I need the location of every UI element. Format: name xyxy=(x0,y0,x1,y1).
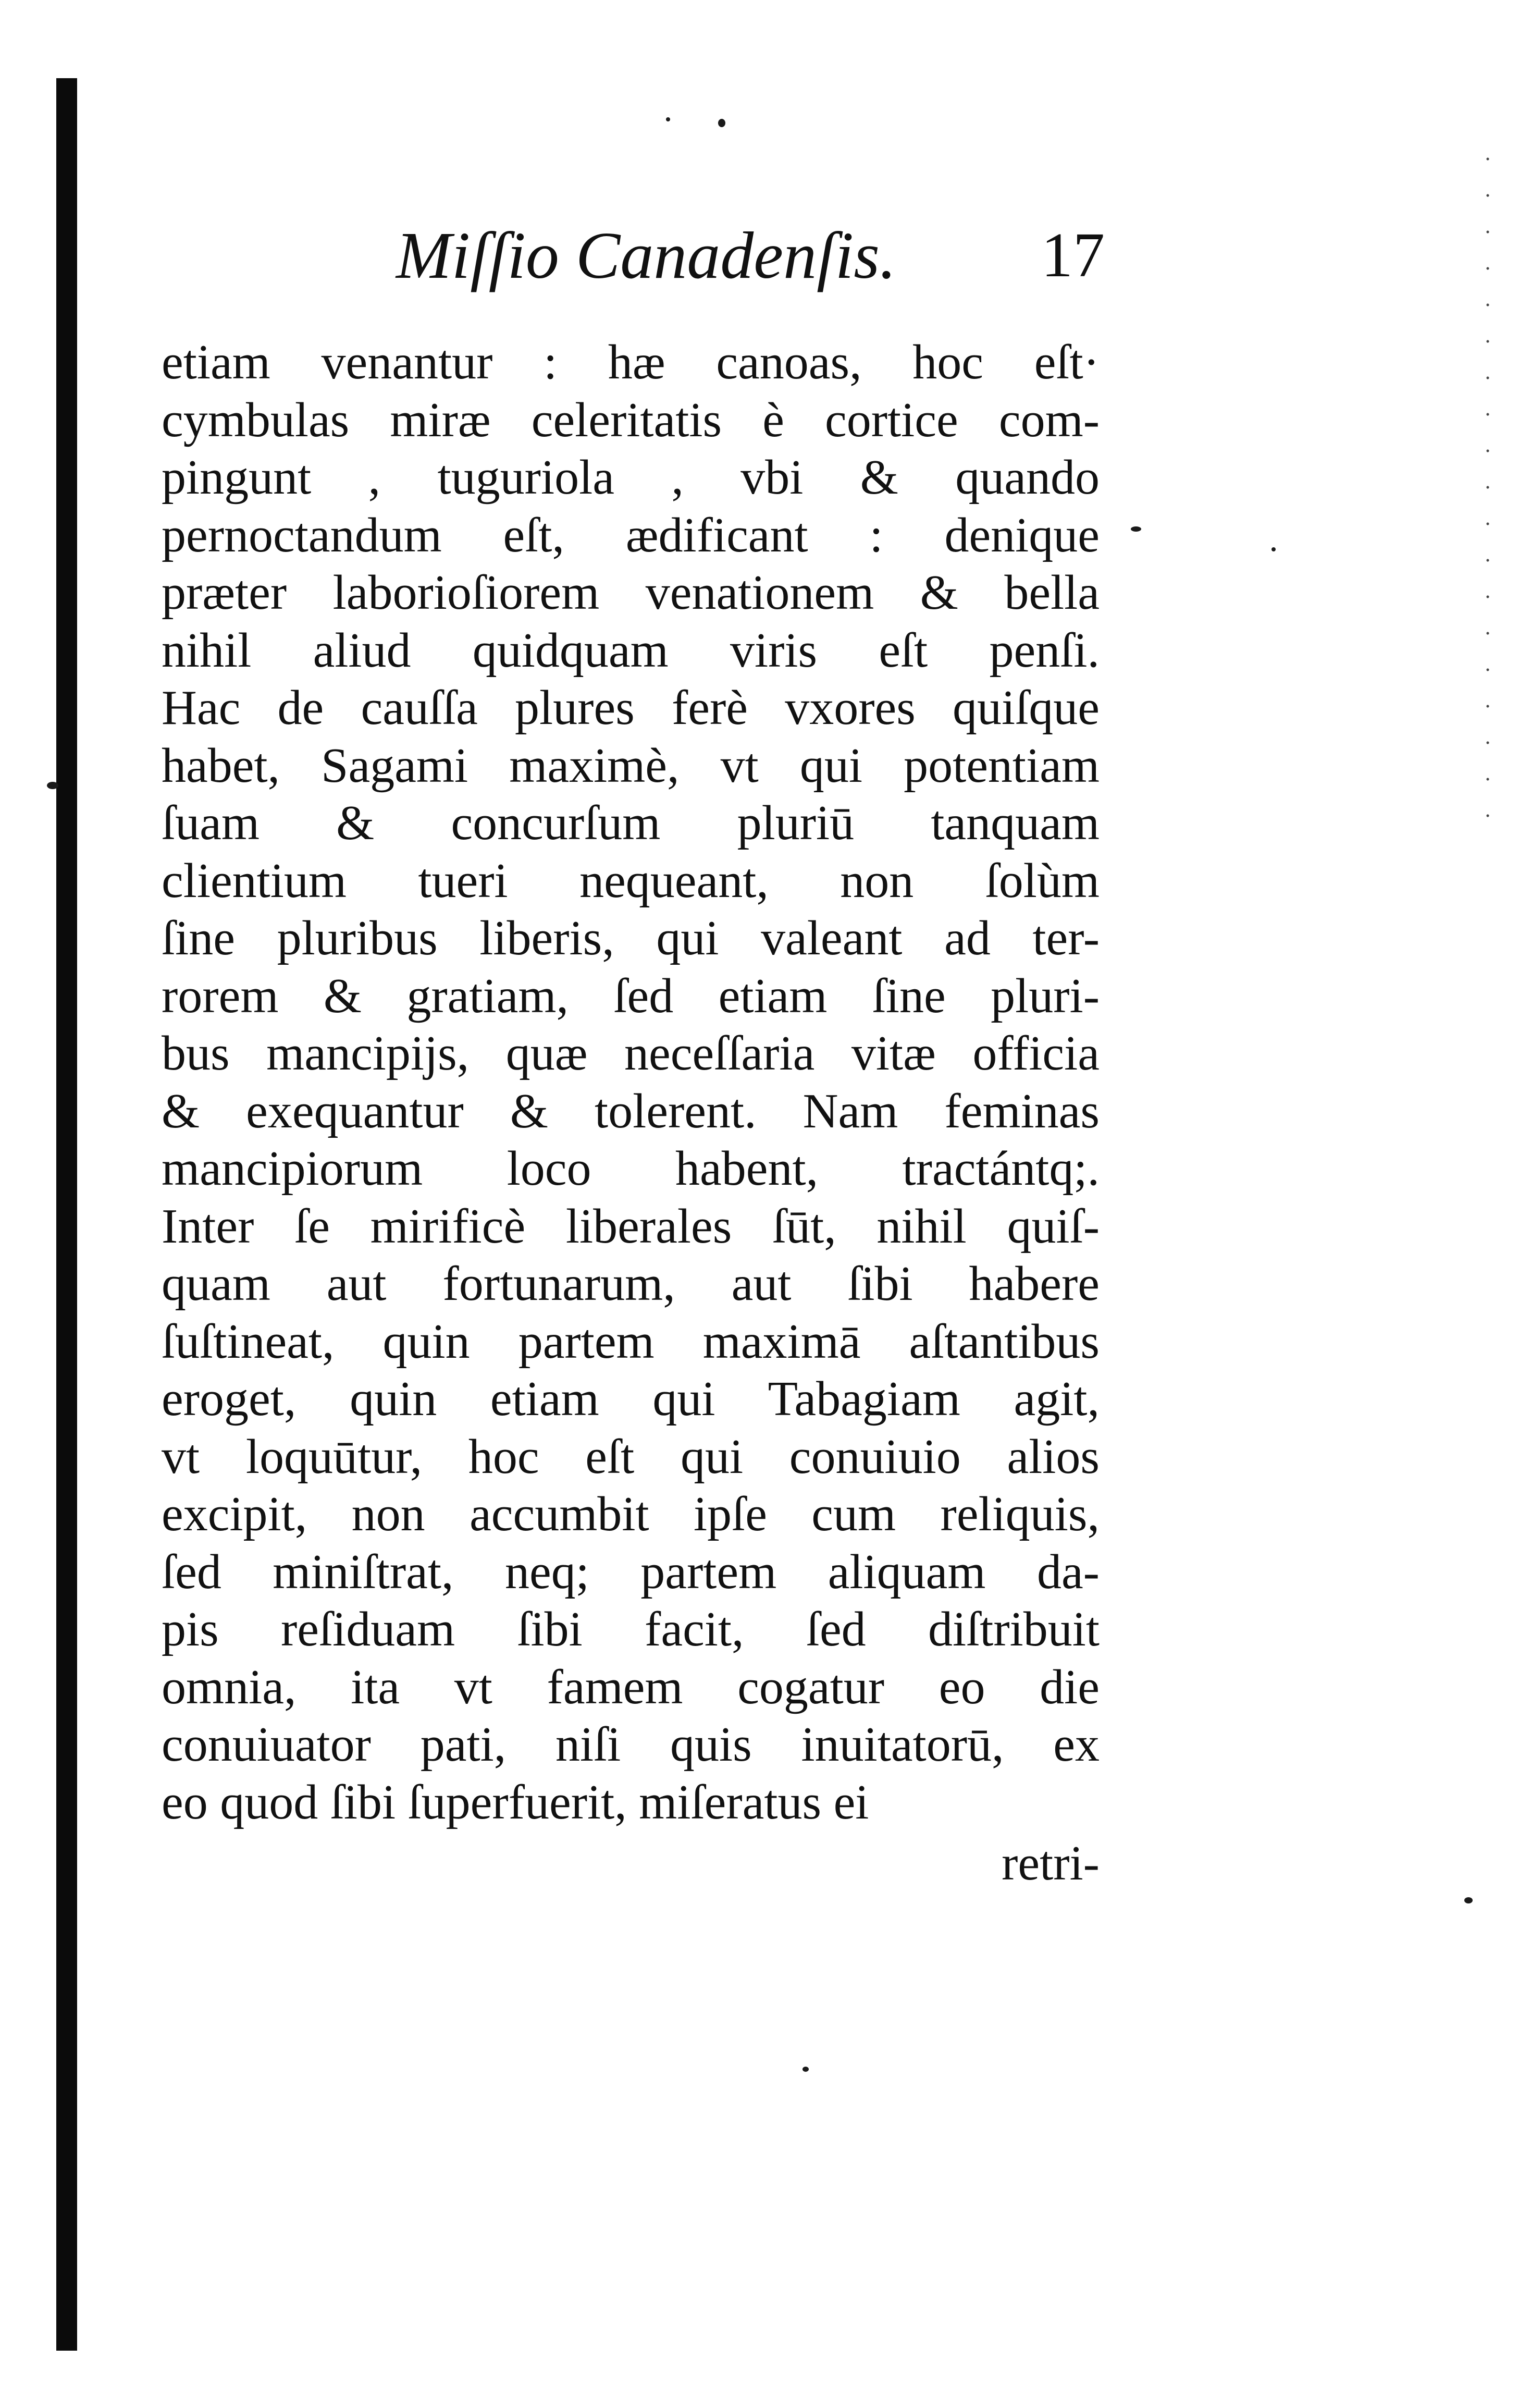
text-line: quam aut fortunarum, aut ſibi habere xyxy=(162,1257,1100,1311)
catchword: retri- xyxy=(1002,1836,1100,1890)
text-line: etiam venantur : hæ canoas, hoc eſt· xyxy=(162,335,1100,389)
ink-speck xyxy=(802,2067,809,2072)
text-line: rorem & gratiam, ſed etiam ſine pluri- xyxy=(162,968,1100,1023)
ink-speck xyxy=(47,782,58,789)
text-line: ſuam & concurſum pluriū tanquam xyxy=(162,796,1100,850)
ink-speck xyxy=(1464,1897,1473,1903)
text-line: pernoctandum eſt, ædificant : denique xyxy=(162,508,1100,562)
text-line: ſine pluribus liberis, qui valeant ad ter- xyxy=(162,911,1100,965)
binding-edge xyxy=(56,78,77,2351)
text-line: omnia, ita vt famem cogatur eo die xyxy=(162,1660,1100,1714)
ink-speck xyxy=(718,119,725,127)
page-header xyxy=(396,206,1105,310)
text-line: & exequantur & tolerent. Nam feminas xyxy=(162,1084,1100,1138)
body-text xyxy=(162,334,1100,1831)
text-line: conuiuator pati, niſi quis inuitatorū, ex xyxy=(162,1717,1100,1772)
text-line: Hac de cauſſa plures ferè vxores quiſque xyxy=(162,681,1100,735)
text-line: cymbulas miræ celeritatis è cortice com- xyxy=(162,392,1100,447)
text-line: excipit, non accumbit ipſe cum reliquis, xyxy=(162,1487,1100,1541)
text-line: ſed miniſtrat, neq; partem aliquam da- xyxy=(162,1544,1100,1599)
text-line: nihil aliud quidquam viris eſt penſi. xyxy=(162,623,1100,678)
text-line: habet, Sagami maximè, vt qui potentiam xyxy=(162,738,1100,793)
running-title: Miſſio Canadenſis. xyxy=(396,218,896,292)
ink-speck xyxy=(1271,547,1276,551)
text-line: mancipiorum loco habent, tractántq;. xyxy=(162,1141,1100,1196)
ink-speck xyxy=(666,117,670,121)
page-number: 17 xyxy=(1041,220,1105,290)
text-line: ſuſtineat, quin partem maximā aſtantibus xyxy=(162,1314,1100,1369)
text-line: pingunt , tuguriola , vbi & quando xyxy=(162,450,1100,505)
ink-speck xyxy=(1131,526,1141,532)
text-line: pis reſiduam ſibi facit, ſed diſtribuit xyxy=(162,1602,1100,1656)
edge-specks xyxy=(1485,141,1490,844)
text-line: clientium tueri nequeant, non ſolùm xyxy=(162,853,1100,908)
text-line: præter laborioſiorem venationem & bella xyxy=(162,566,1100,620)
text-line: Inter ſe mirificè liberales ſūt, nihil quiſ- xyxy=(162,1199,1100,1254)
text-line: bus mancipijs, quæ neceſſaria vitæ officia xyxy=(162,1026,1100,1080)
text-line: vt loquūtur, hoc eſt qui conuiuio alios xyxy=(162,1429,1100,1484)
text-line: eroget, quin etiam qui Tabagiam agit, xyxy=(162,1372,1100,1426)
text-line: eo quod ſibi ſuperfuerit, miſeratus ei xyxy=(162,1775,869,1829)
